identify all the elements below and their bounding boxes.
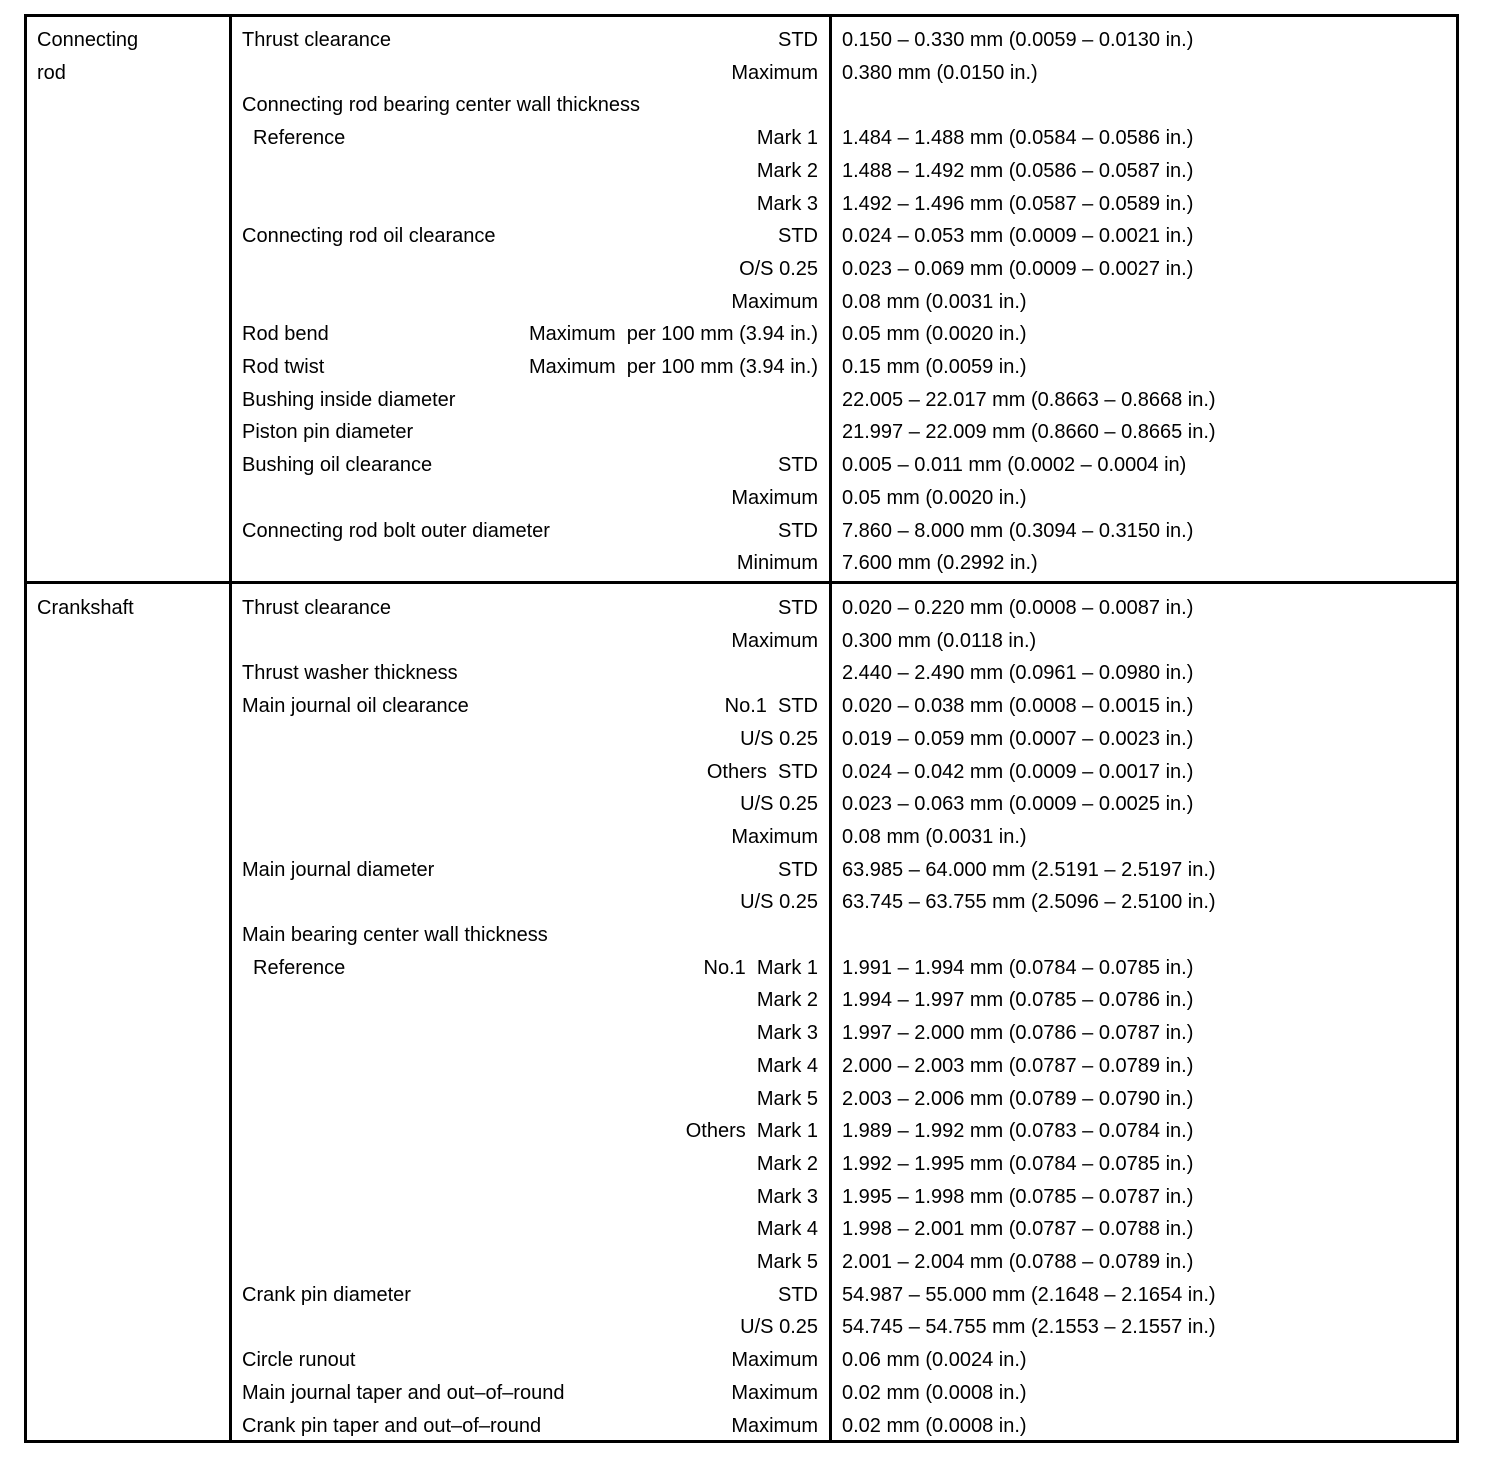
spec-item-label: Bushing oil clearance — [242, 454, 433, 477]
spec-value: 0.380 mm (0.0150 in.) — [842, 61, 1038, 84]
spec-value: 0.05 mm (0.0020 in.) — [842, 323, 1027, 346]
spec-value: 0.300 mm (0.0118 in.) — [842, 629, 1037, 652]
spec-item-label: Reference — [253, 127, 346, 150]
spec-value: 0.024 – 0.053 mm (0.0009 – 0.0021 in.) — [842, 225, 1194, 248]
spec-value: 1.991 – 1.994 mm (0.0784 – 0.0785 in.) — [842, 956, 1194, 979]
spec-condition: U/S 0.25 — [740, 1316, 818, 1339]
spec-value: 0.06 mm (0.0024 in.) — [842, 1349, 1027, 1372]
spec-condition: Maximum — [731, 825, 818, 848]
spec-item-label: Main journal oil clearance — [242, 695, 469, 718]
spec-condition: Mark 4 — [756, 1218, 818, 1241]
spec-value: 0.019 – 0.059 mm (0.0007 – 0.0023 in.) — [842, 727, 1194, 750]
spec-value: 1.997 – 2.000 mm (0.0786 – 0.0787 in.) — [842, 1022, 1194, 1045]
spec-condition: STD — [778, 29, 818, 51]
spec-condition: STD — [778, 519, 818, 542]
spec-item-label: Connecting rod bolt outer diameter — [242, 519, 550, 542]
spec-condition: U/S 0.25 — [740, 727, 818, 750]
spec-item-label: Rod twist — [242, 356, 325, 378]
spec-condition: Mark 5 — [756, 1251, 818, 1273]
spec-value: 1.992 – 1.995 mm (0.0784 – 0.0785 in.) — [842, 1152, 1194, 1175]
spec-item-label: Connecting rod bearing center wall thickness — [242, 94, 640, 117]
spec-value: 2.003 – 2.006 mm (0.0789 – 0.0790 in.) — [842, 1087, 1194, 1110]
spec-item-label: Crank pin taper and out–of–round — [242, 1414, 542, 1437]
spec-condition: Others STD — [706, 760, 818, 783]
spec-value: 2.000 – 2.003 mm (0.0787 – 0.0789 in.) — [842, 1054, 1194, 1077]
spec-item-label: Thrust clearance — [242, 29, 391, 51]
spec-item-label: Bushing inside diameter — [242, 388, 456, 411]
spec-value: 1.989 – 1.992 mm (0.0783 – 0.0784 in.) — [842, 1120, 1194, 1143]
spec-value: 0.020 – 0.220 mm (0.0008 – 0.0087 in.) — [842, 597, 1194, 619]
spec-condition: Maximum — [731, 1414, 818, 1437]
spec-condition: Mark 3 — [756, 1022, 818, 1045]
spec-value: 1.995 – 1.998 mm (0.0785 – 0.0787 in.) — [842, 1185, 1194, 1208]
spec-item-label: Main journal taper and out–of–round — [242, 1381, 565, 1404]
spec-value: 1.998 – 2.001 mm (0.0787 – 0.0788 in.) — [842, 1218, 1194, 1241]
spec-condition: Maximum per 100 mm (3.94 in.) — [529, 356, 818, 378]
spec-item-label: Main bearing center wall thickness — [242, 924, 548, 946]
spec-value: 0.150 – 0.330 mm (0.0059 – 0.0130 in.) — [842, 29, 1194, 51]
spec-condition: U/S 0.25 — [740, 793, 818, 816]
spec-item-label: Piston pin diameter — [242, 421, 414, 444]
spec-value: 1.488 – 1.492 mm (0.0586 – 0.0587 in.) — [842, 159, 1194, 182]
spec-value: 7.600 mm (0.2992 in.) — [842, 552, 1038, 575]
spec-condition: STD — [778, 1283, 818, 1306]
spec-item-label: Reference — [253, 956, 346, 979]
spec-item-label: Thrust washer thickness — [242, 662, 458, 685]
spec-condition: No.1 Mark 1 — [703, 956, 818, 979]
spec-value: 1.492 – 1.496 mm (0.0587 – 0.0589 in.) — [842, 192, 1194, 215]
spec-condition: STD — [778, 454, 818, 477]
spec-value: 21.997 – 22.009 mm (0.8660 – 0.8665 in.) — [842, 421, 1216, 444]
spec-condition: No.1 STD — [724, 695, 818, 718]
spec-condition: Maximum — [731, 290, 818, 313]
spec-condition: Minimum — [736, 552, 818, 575]
spec-condition: Mark 3 — [756, 1185, 818, 1208]
spec-item-label: Thrust clearance — [242, 597, 391, 619]
section-divider — [24, 581, 1459, 584]
spec-value: 63.745 – 63.755 mm (2.5096 – 2.5100 in.) — [842, 891, 1216, 914]
spec-value: 0.023 – 0.069 mm (0.0009 – 0.0027 in.) — [842, 257, 1194, 280]
spec-item-label: Connecting rod oil clearance — [242, 225, 496, 248]
spec-value: 0.024 – 0.042 mm (0.0009 – 0.0017 in.) — [842, 760, 1194, 783]
spec-condition: Mark 1 — [756, 127, 818, 150]
spec-condition: STD — [778, 225, 818, 248]
spec-condition: U/S 0.25 — [740, 891, 818, 914]
spec-value: 0.05 mm (0.0020 in.) — [842, 486, 1027, 509]
spec-condition: Maximum — [731, 486, 818, 509]
spec-value: 54.745 – 54.755 mm (2.1553 – 2.1557 in.) — [842, 1316, 1216, 1339]
spec-value: 0.08 mm (0.0031 in.) — [842, 825, 1027, 848]
spec-condition: Mark 4 — [756, 1054, 818, 1077]
spec-value: 1.484 – 1.488 mm (0.0584 – 0.0586 in.) — [842, 127, 1194, 150]
spec-value: 0.02 mm (0.0008 in.) — [842, 1381, 1027, 1404]
spec-item-label: Crank pin diameter — [242, 1283, 411, 1306]
spec-value: 0.005 – 0.011 mm (0.0002 – 0.0004 in) — [842, 454, 1187, 477]
spec-condition: STD — [778, 597, 818, 619]
spec-condition: Mark 2 — [756, 159, 818, 182]
spec-condition: Mark 3 — [756, 192, 818, 215]
column-divider-2 — [829, 14, 832, 1443]
spec-item-label: Rod bend — [242, 323, 329, 346]
spec-value: 0.023 – 0.063 mm (0.0009 – 0.0025 in.) — [842, 793, 1194, 816]
spec-value: 0.020 – 0.038 mm (0.0008 – 0.0015 in.) — [842, 695, 1194, 718]
section-name: Connecting — [37, 29, 139, 51]
column-divider-1 — [229, 14, 232, 1443]
spec-value: 0.15 mm (0.0059 in.) — [842, 356, 1027, 378]
spec-condition: O/S 0.25 — [739, 257, 818, 280]
spec-condition: Mark 2 — [756, 1152, 818, 1175]
spec-value: 63.985 – 64.000 mm (2.5191 – 2.5197 in.) — [842, 858, 1216, 881]
spec-condition: Maximum — [731, 1381, 818, 1404]
spec-condition: Maximum — [731, 61, 818, 84]
spec-condition: Others Mark 1 — [685, 1120, 818, 1143]
spec-condition: STD — [778, 858, 818, 881]
spec-value: 0.08 mm (0.0031 in.) — [842, 290, 1027, 313]
spec-value: 1.994 – 1.997 mm (0.0785 – 0.0786 in.) — [842, 989, 1194, 1012]
spec-condition: Maximum per 100 mm (3.94 in.) — [529, 323, 818, 346]
section-name: Crankshaft — [37, 597, 134, 619]
spec-condition: Maximum — [731, 1349, 818, 1372]
spec-value: 2.001 – 2.004 mm (0.0788 – 0.0789 in.) — [842, 1251, 1194, 1273]
spec-value: 7.860 – 8.000 mm (0.3094 – 0.3150 in.) — [842, 519, 1194, 542]
spec-condition: Mark 2 — [756, 989, 818, 1012]
spec-condition: Mark 5 — [756, 1087, 818, 1110]
spec-value: 22.005 – 22.017 mm (0.8663 – 0.8668 in.) — [842, 388, 1216, 411]
spec-value: 54.987 – 55.000 mm (2.1648 – 2.1654 in.) — [842, 1283, 1216, 1306]
spec-value: 2.440 – 2.490 mm (0.0961 – 0.0980 in.) — [842, 662, 1194, 685]
spec-value: 0.02 mm (0.0008 in.) — [842, 1414, 1027, 1437]
section-name: rod — [37, 61, 66, 84]
spec-item-label: Circle runout — [242, 1349, 356, 1372]
spec-condition: Maximum — [731, 629, 818, 652]
spec-item-label: Main journal diameter — [242, 858, 435, 881]
